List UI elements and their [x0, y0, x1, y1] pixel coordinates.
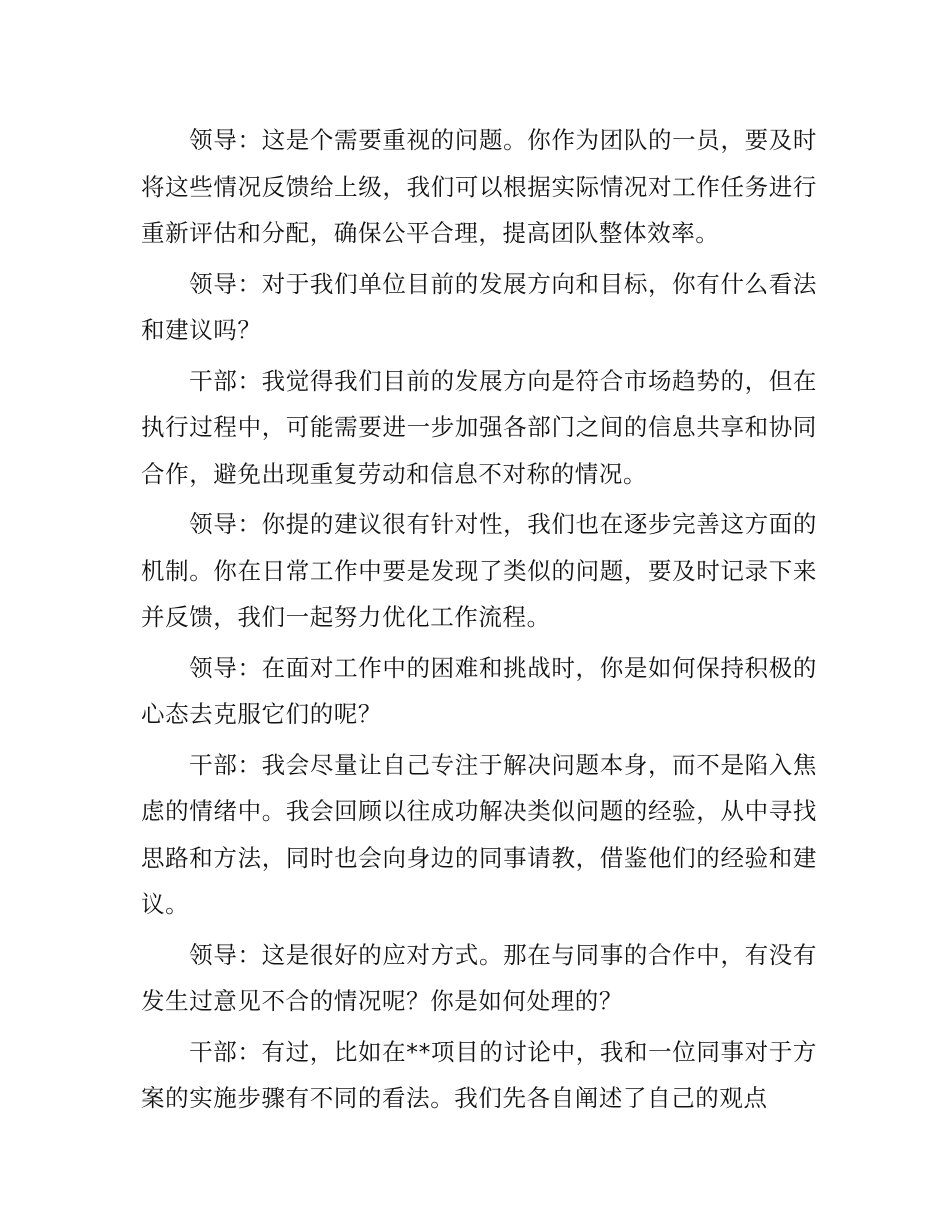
paragraph-leader-5: 领导：这是很好的应对方式。那在与同事的合作中，有没有发生过意见不合的情况呢？你是如何处理的？ — [141, 940, 817, 1015]
paragraph-leader-4: 领导：在面对工作中的困难和挑战时，你是如何保持积极的心态去克服它们的呢？ — [141, 653, 817, 728]
paragraph-cadre-1: 干部：我觉得我们目前的发展方向是符合市场趋势的，但在执行过程中，可能需要进一步加强各部门之间的信息共享和协同合作，避免出现重复劳动和信息不对称的情况。 — [141, 366, 817, 488]
paragraph-cadre-2: 干部：我会尽量让自己专注于解决问题本身，而不是陷入焦虑的情绪中。我会回顾以往成功解决类似问题的经验，从中寻找思路和方法，同时也会向身边的同事请教，借鉴他们的经验和建议。 — [141, 750, 817, 918]
paragraph-cadre-3: 干部：有过，比如在**项目的讨论中，我和一位同事对于方案的实施步骤有不同的看法。我们先各自阐述了自己的观点 — [141, 1037, 817, 1112]
paragraph-leader-3: 领导：你提的建议很有针对性，我们也在逐步完善这方面的机制。你在日常工作中要是发现了类似的问题，要及时记录下来并反馈，我们一起努力优化工作流程。 — [141, 510, 817, 631]
document-body — [141, 117, 817, 1126]
paragraph-leader-1: 领导：这是个需要重视的问题。你作为团队的一员，要及时将这些情况反馈给上级，我们可以根据实际情况对工作任务进行重新评估和分配，确保公平合理，提高团队整体效率。 — [141, 126, 817, 247]
paragraph-leader-2: 领导：对于我们单位目前的发展方向和目标，你有什么看法和建议吗？ — [141, 269, 817, 344]
